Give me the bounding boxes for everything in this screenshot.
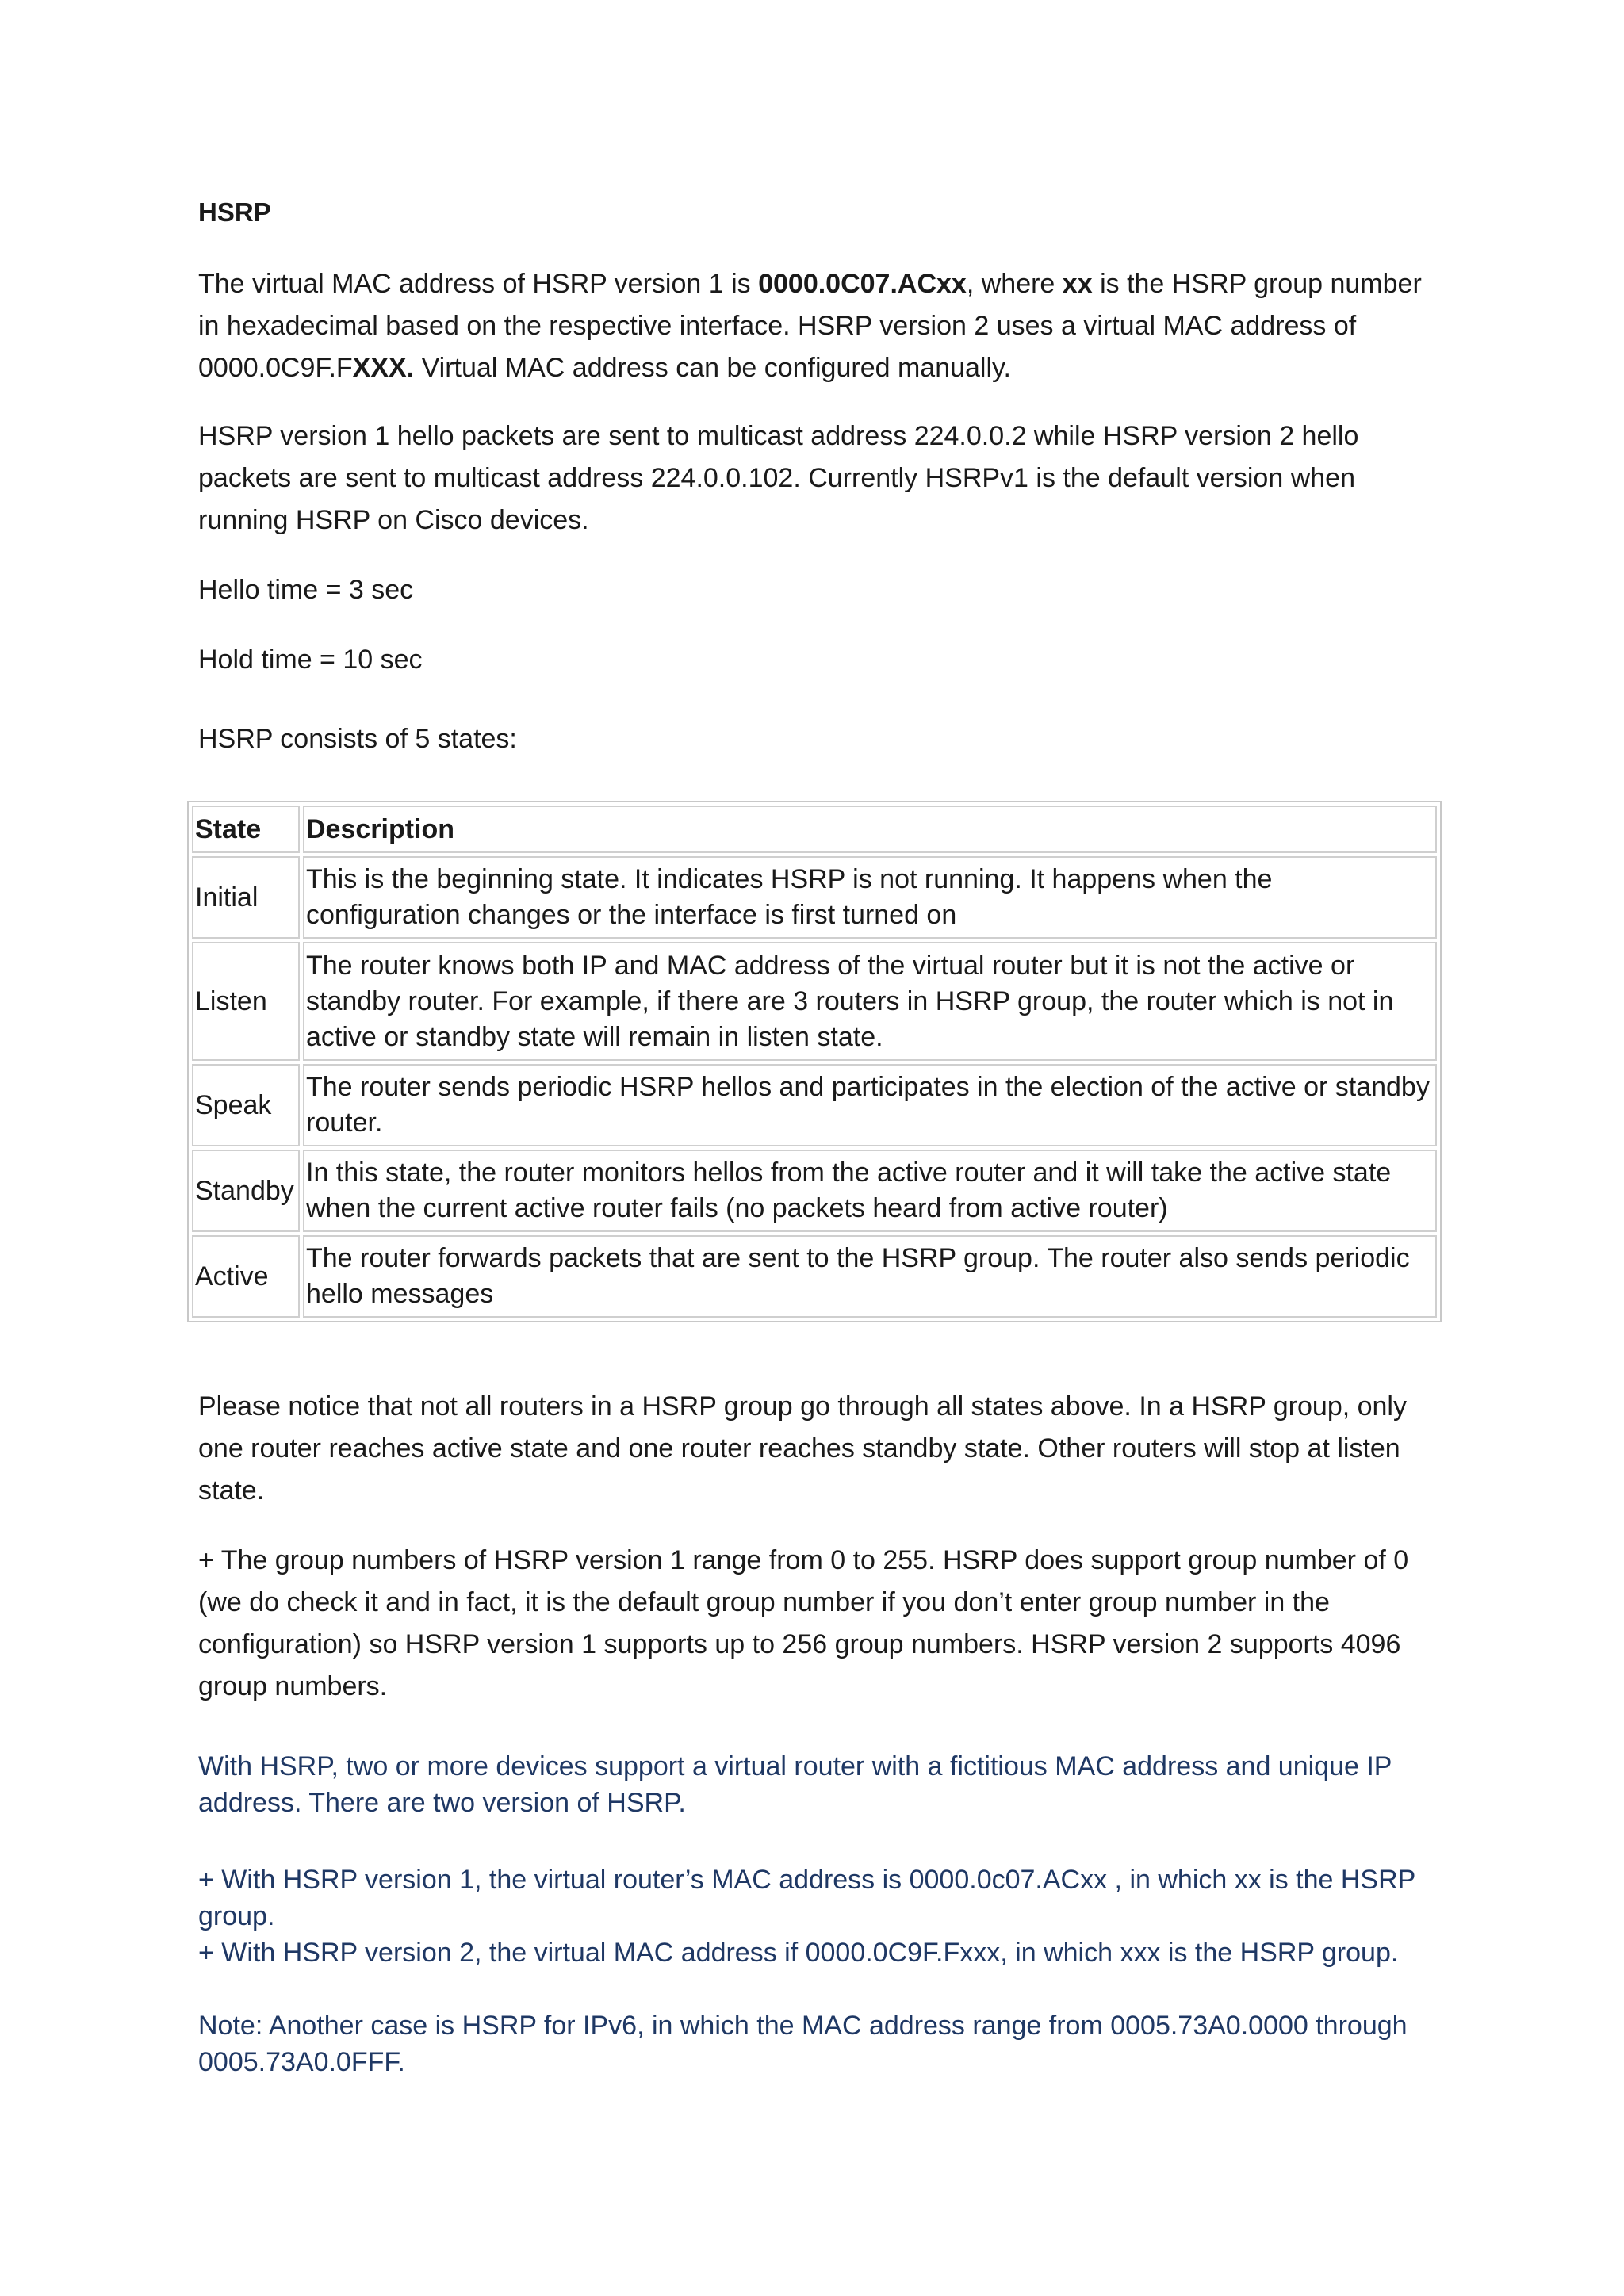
description-cell: The router forwards packets that are sent to the HSRP group. The router also sends periodic hello messages: [303, 1235, 1437, 1318]
multicast-paragraph: HSRP version 1 hello packets are sent to multicast address 224.0.0.2 while HSRP version 2 hello packets are sent to multicast address 224.0.0.102. Currently HSRPv1 is the default version when running HSRP on Cisco devices.: [198, 421, 1359, 535]
ipv6-note: Note: Another case is HSRP for IPv6, in which the MAC address range from 0005.73A0.0000 through 0005.73A0.0FFF.: [198, 2011, 1408, 2077]
description-cell: The router knows both IP and MAC address of the virtual router but it is not the active or standby router. For example, if there are 3 routers in HSRP group, the router which is not in active or standby state will remain in listen state.: [303, 942, 1437, 1061]
table-row: [192, 942, 1437, 1061]
table-row: [192, 1150, 1437, 1232]
hsrp-v1-mac-line: + With HSRP version 1, the virtual router’s MAC address is 0000.0c07.ACxx , in which xx is the HSRP group.: [198, 1865, 1415, 1931]
states-intro: HSRP consists of 5 states:: [198, 724, 517, 754]
bold-mac-v1: 0000.0C07.ACxx: [758, 269, 967, 299]
text-run: The virtual MAC address of HSRP version 1 is: [198, 269, 759, 299]
notice-paragraph: Please notice that not all routers in a HSRP group go through all states above. In a HSRP group, only one router reaches active state and one router reaches standby state. Other routers will stop at listen state.: [198, 1391, 1407, 1506]
hsrp-v2-mac-line: + With HSRP version 2, the virtual MAC address if 0000.0C9F.Fxxx, in which xxx is the HSRP group.: [198, 1938, 1399, 1968]
group-numbers-paragraph: + The group numbers of HSRP version 1 range from 0 to 255. HSRP does support group number of 0 (we do check it and in fact, it is the default group number if you don’t enter group number in the configuration) so HSRP version 1 supports up to 256 group numbers. HSRP version 2 supports 4096 group numbers.: [198, 1545, 1409, 1701]
text-run: is the HSRP group number in hexadecimal based on the respective interface. HSRP version 2 uses a virtual MAC address of 0000.0C9F.F: [198, 269, 1422, 383]
state-cell: Initial: [192, 856, 300, 939]
hold-time-line: Hold time = 10 sec: [198, 645, 423, 675]
state-cell: Standby: [192, 1150, 300, 1232]
table-header-row: [192, 806, 1437, 853]
header-description: Description: [303, 806, 1437, 853]
state-cell: Active: [192, 1235, 300, 1318]
hello-time-line: Hello time = 3 sec: [198, 575, 414, 605]
state-cell: Speak: [192, 1064, 300, 1146]
description-cell: This is the beginning state. It indicates HSRP is not running. It happens when the configuration changes or the interface is first turned on: [303, 856, 1437, 939]
table-row: [192, 856, 1437, 939]
table-row: [192, 1064, 1437, 1146]
table-row: [192, 1235, 1437, 1318]
bold-xx: xx: [1062, 269, 1093, 299]
bold-xxx: XXX.: [352, 353, 415, 383]
description-cell: In this state, the router monitors hellos from the active router and it will take the active state when the current active router fails (no packets heard from active router): [303, 1150, 1437, 1232]
header-state: State: [192, 806, 300, 853]
vmac-paragraph: [198, 263, 1435, 389]
text-run: Virtual MAC address can be configured manually.: [414, 353, 1011, 383]
state-cell: Listen: [192, 942, 300, 1061]
text-run: , where: [966, 269, 1063, 299]
hsrp-states-table: [187, 801, 1442, 1322]
virtual-router-paragraph: With HSRP, two or more devices support a virtual router with a fictitious MAC address and unique IP address. There are two version of HSRP.: [198, 1751, 1392, 1818]
page-title: HSRP: [198, 197, 271, 227]
description-cell: The router sends periodic HSRP hellos and participates in the election of the active or standby router.: [303, 1064, 1437, 1146]
